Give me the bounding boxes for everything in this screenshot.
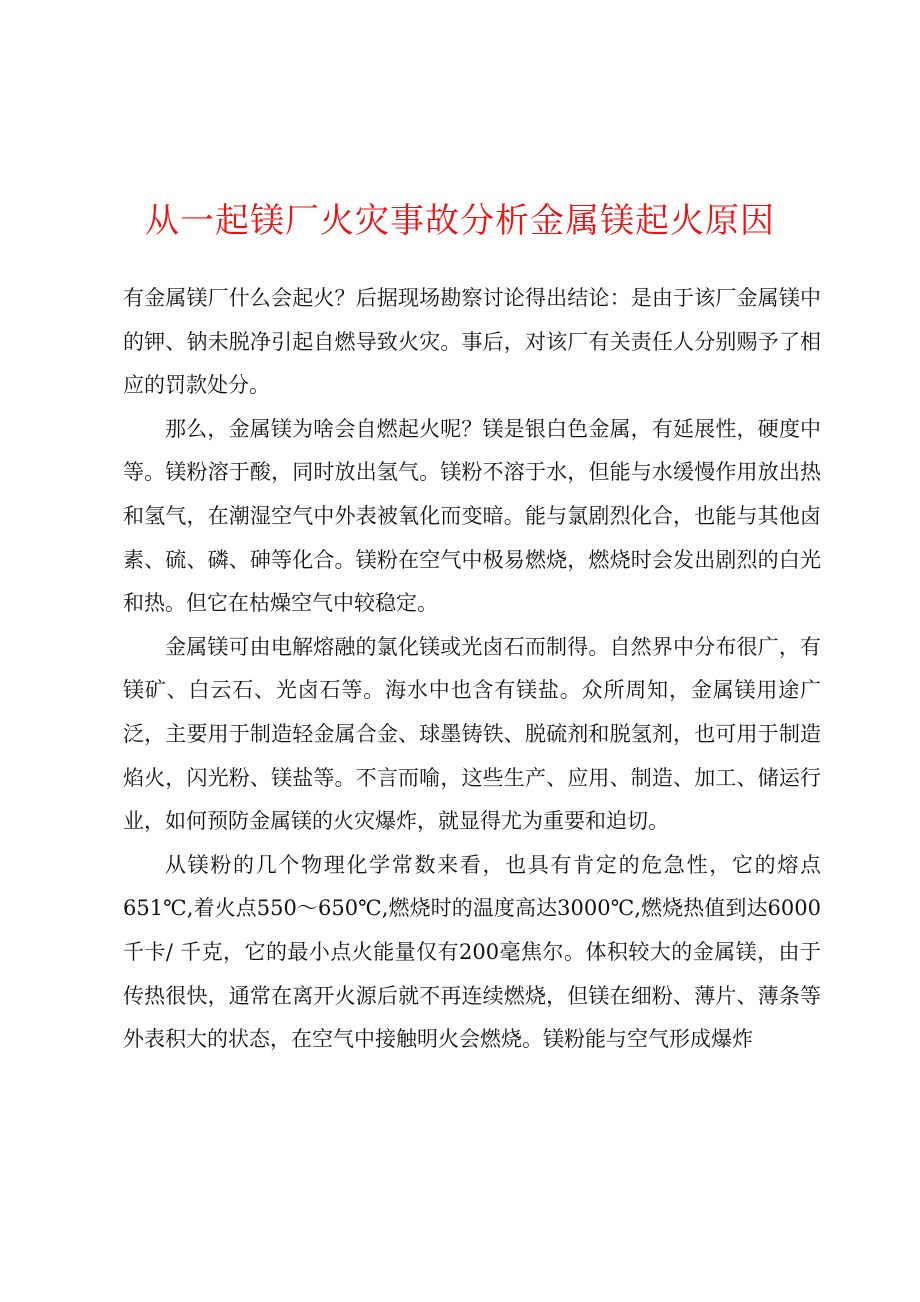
paragraph-4: 从镁粉的几个物理化学常数来看，也具有肯定的危急性，它的熔点651℃,着火点550～650℃,燃烧时的温度高达3000℃,燃烧热值到达6000千卡/ 千克，它的最小点火能量仅有200毫焦尔。体积较大的金属镁，由于传热很快，通常在离开火源后就不再连续燃烧，但镁在细粉、薄片、薄条等外表积大的状态，在空气中接触明火会燃烧。镁粉能与空气形成爆炸 xyxy=(123,852,821,1052)
document-body xyxy=(123,277,821,1062)
paragraph-3: 金属镁可由电解熔融的氯化镁或光卤石而制得。自然界中分布很广，有镁矿、白云石、光卤石等。海水中也含有镁盐。众所周知，金属镁用途广泛，主要用于制造轻金属合金、球墨铸铁、脱硫剂和脱氢剂，也可用于制造焰火，闪光粉、镁盐等。不言而喻，这些生产、应用、制造、加工、储运行业，如何预防金属镁的火灾爆炸，就显得尤为重要和迫切。 xyxy=(123,634,821,834)
paragraph-2: 那么，金属镁为啥会自燃起火呢？镁是银白色金属，有延展性，硬度中等。镁粉溶于酸，同时放出氢气。镁粉不溶于水，但能与水缓慢作用放出热和氢气，在潮湿空气中外表被氧化而变暗。能与氯剧烈化合，也能与其他卤素、硫、磷、砷等化合。镁粉在空气中极易燃烧，燃烧时会发出剧烈的白光和热。但它在枯燥空气中较稳定。 xyxy=(123,416,821,616)
document-title: 从一起镁厂火灾事故分析金属镁起火原因 xyxy=(145,201,775,241)
paragraph-1: 有金属镁厂什么会起火？后据现场勘察讨论得出结论：是由于该厂金属镁中的钾、钠未脱净引起自燃导致火灾。事后，对该厂有关责任人分别赐予了相应的罚款处分。 xyxy=(123,286,821,398)
